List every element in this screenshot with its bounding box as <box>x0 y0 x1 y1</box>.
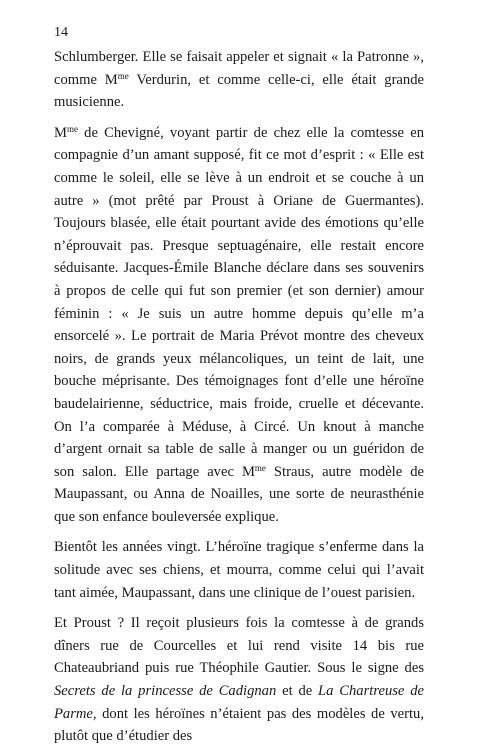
paragraph-4 <box>54 612 424 748</box>
text-segment: Verdurin, et comme celle-ci, elle était grande musicienne. <box>54 71 424 111</box>
book-title-italic: Secrets de la princesse de Cadignan <box>54 683 277 700</box>
text-segment: , dont les héroïnes n’étaient pas des modèles de vertu, plutôt que d’étudier des <box>54 705 424 745</box>
text-segment: Schlumberger. Elle se faisait appeler et signait « la Patronne », comme M <box>54 49 424 88</box>
superscript: me <box>66 123 78 134</box>
text-segment: Straus, autre modèle de Maupassant, ou Anna de Noailles, une sorte de neurasthénie que son enfance bouleversée explique. <box>54 463 424 525</box>
text-segment: M <box>54 124 67 141</box>
text-segment: de Chevigné, voyant partir de chez elle la comtesse en compagnie d’un amant supposé, fit ce mot d’esprit : « Elle est comme le soleil, elle se lève à un endroit et se couche à un autre » (mot prêté par Proust à Oriane de Guermantes). Toujours blasée, elle était pourtant avide des émotions qu’elle n’éprouvait pas. Presque septuagénaire, elle restait encore séduisante. Jacques-Émile Blanche déclare dans ses souvenirs à propos de celle qui fut son premier (et son dernier) amour féminin : « Je suis un autre homme depuis qu’elle m’a ensorcelé ». Le portrait de Maria Prévot montre des cheveux noirs, de grands yeux mélancoliques, un teint de lait, une bouche méprisante. Des témoignages font d’elle une héroïne baudelairienne, séductrice, mais froide, cruelle et décevante. On l’a comparée à Méduse, à Circé. Un knout à manche d’argent ornait sa table de salle à manger ou un guéridon de son salon. Elle partage avec M <box>54 124 424 480</box>
page-number: 14 <box>54 25 68 40</box>
paragraph-3 <box>54 536 424 604</box>
text-segment: Bientôt les années vingt. L’héroïne tragique s’enferme dans la solitude avec ses chiens, et mourra, comme celui qui l’avait tant aimée, Maupassant, dans une clinique de l’ouest parisien. <box>54 539 424 601</box>
superscript: me <box>254 462 266 473</box>
text-segment: Et Proust ? Il reçoit plusieurs fois la comtesse à de grands dîners rue de Courcelles et lui rend visite 14 bis rue Chateaubriand puis rue Théophile Gautier. Sous le signe des <box>54 615 424 677</box>
book-title-italic: La Chartreuse de Parme <box>54 683 424 722</box>
superscript: me <box>117 70 129 81</box>
book-page <box>54 24 424 756</box>
text-segment: et de <box>276 683 319 700</box>
paragraph-1 <box>54 46 424 114</box>
paragraph-2 <box>54 122 424 529</box>
